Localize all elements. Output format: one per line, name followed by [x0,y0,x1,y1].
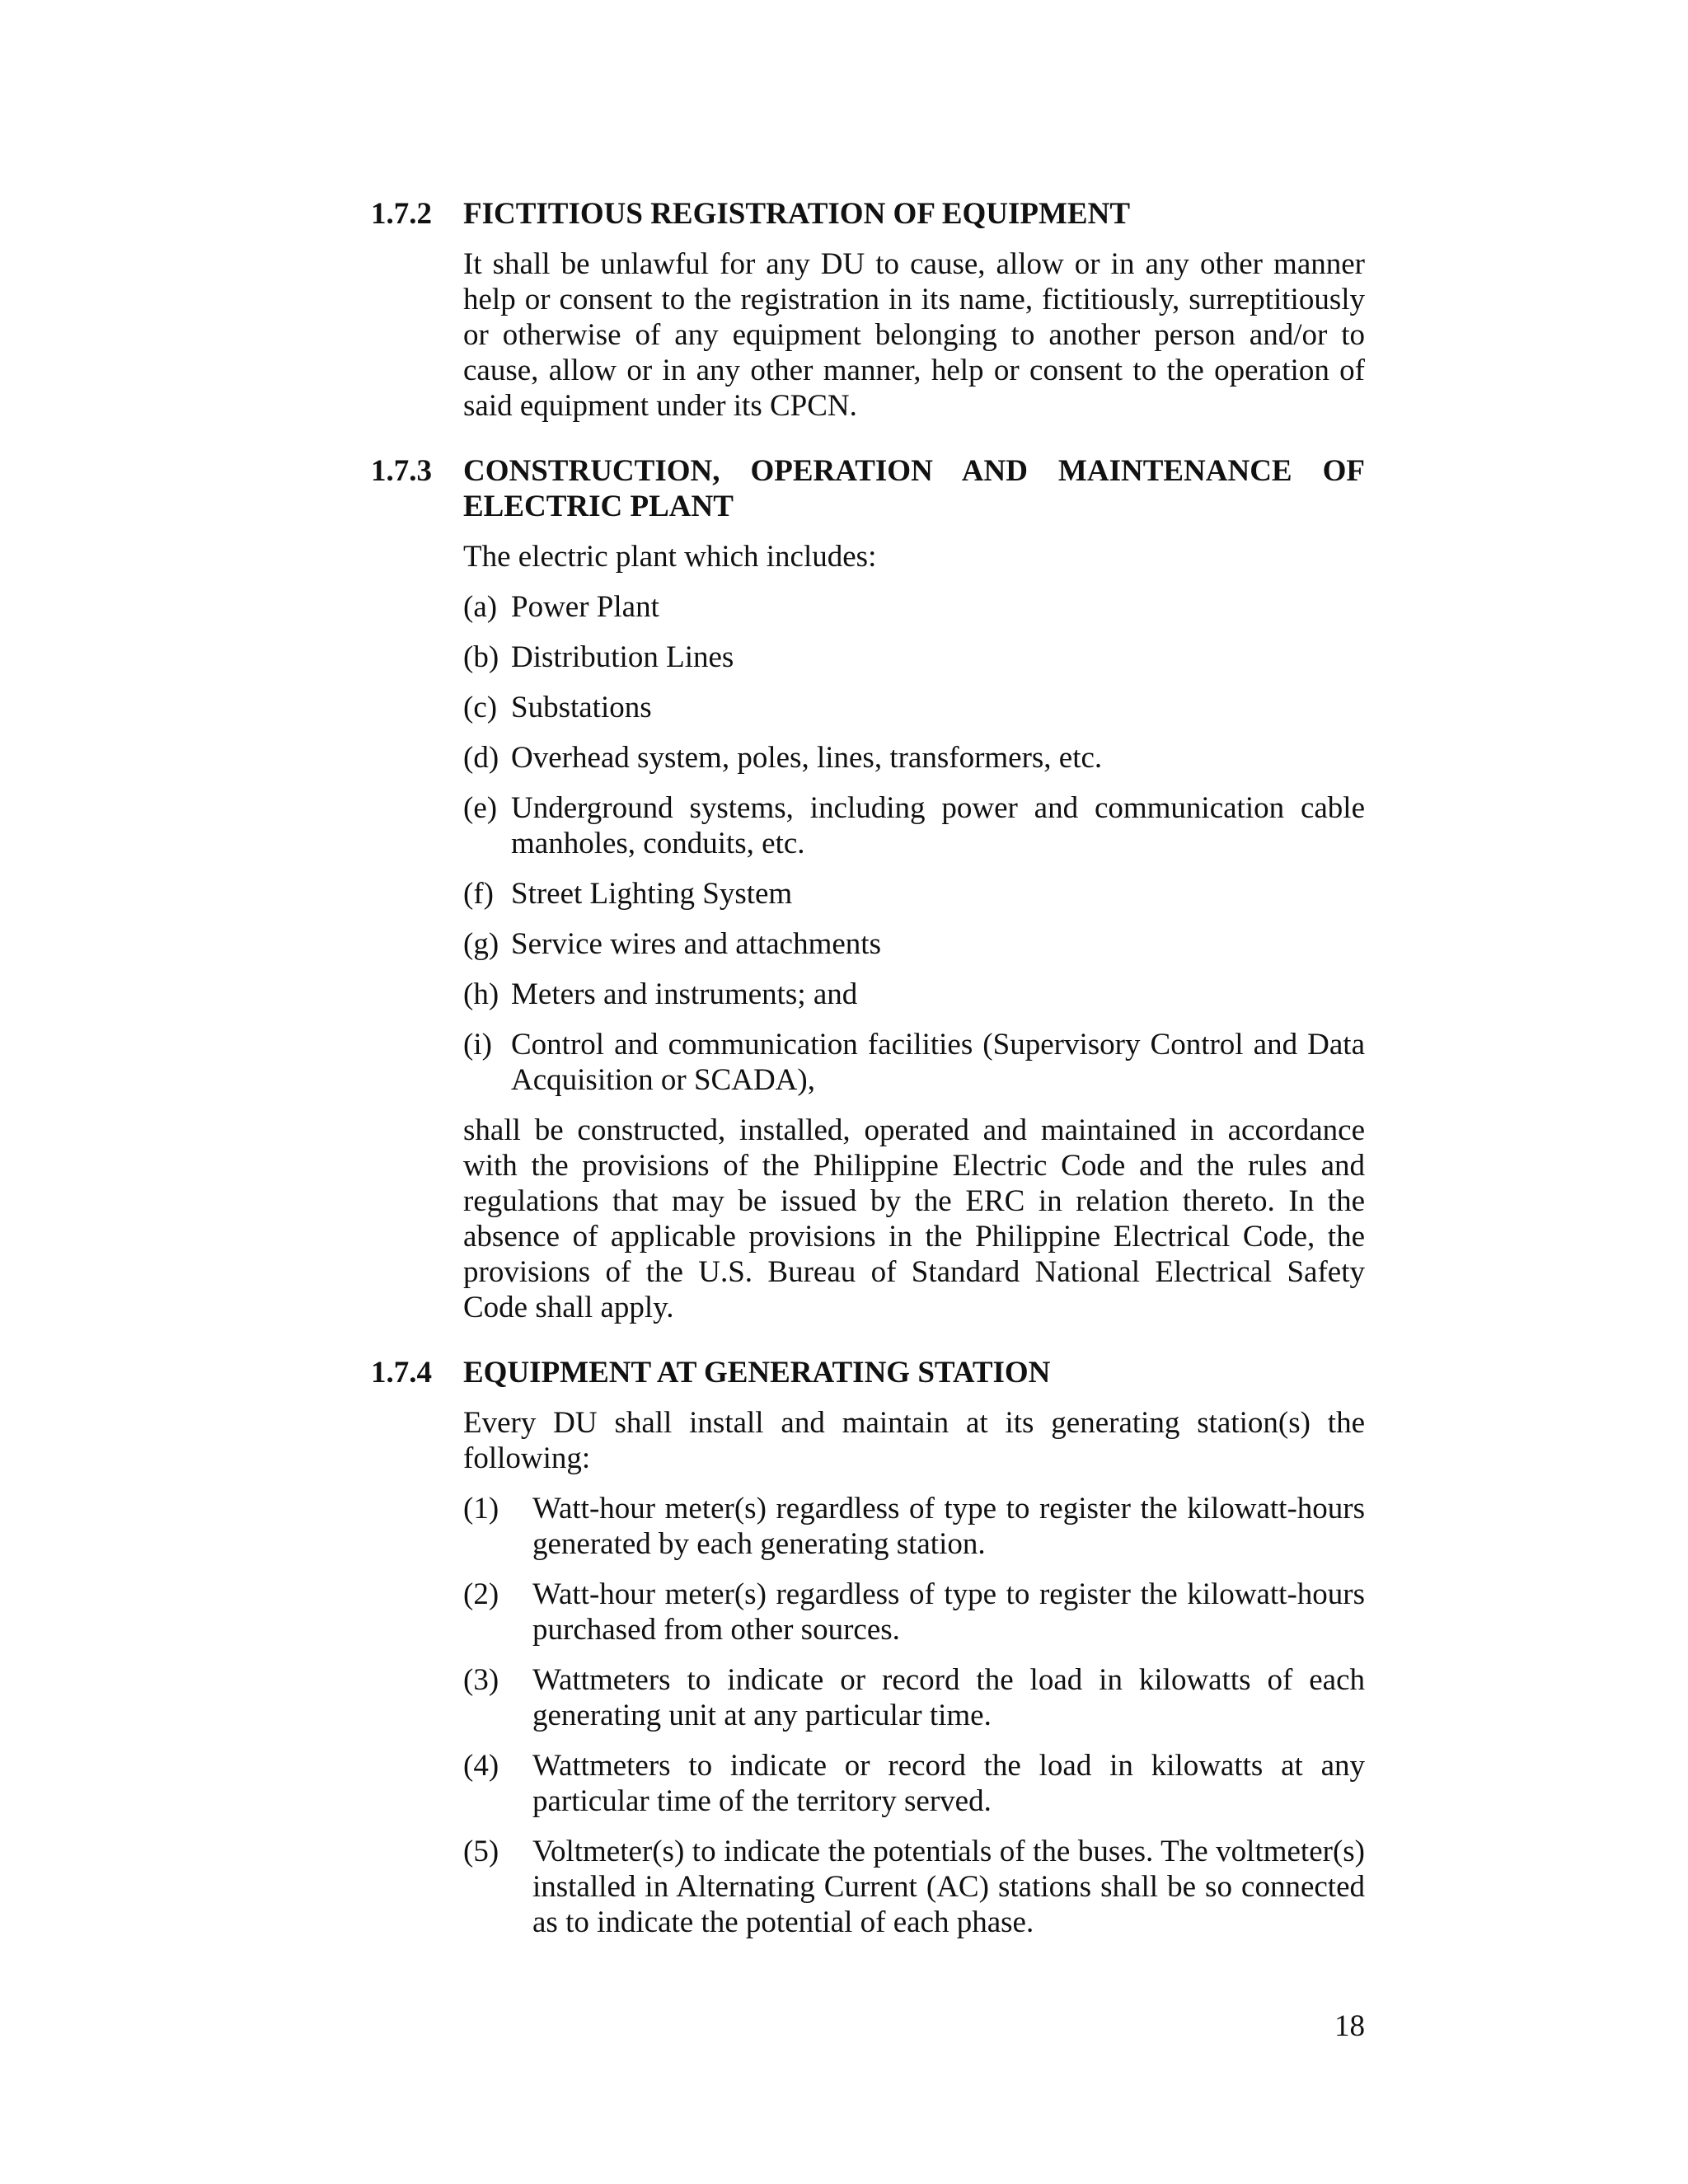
section-body [463,539,1365,1325]
list-item [463,589,1365,625]
list-item [463,1662,1365,1733]
list-item [463,1748,1365,1819]
section-number: 1.7.3 [371,454,432,488]
list-item-text: Service wires and attachments [511,927,881,961]
section-number: 1.7.2 [371,197,432,231]
section-body [463,246,1365,424]
section-heading [371,453,1365,524]
list-item-text: Power Plant [511,590,659,624]
list-item-label: (2) [463,1577,499,1611]
section-heading [371,196,1365,232]
list-item [463,1491,1365,1562]
list-item-label: (g) [463,927,499,961]
meter-list [463,1491,1365,1940]
list-item [463,740,1365,776]
list-item-label: (4) [463,1749,499,1783]
section-title: CONSTRUCTION, OPERATION AND MAINTENANCE OF ELECTRIC PLANT [463,454,1365,523]
list-item-label: (c) [463,691,498,724]
list-item [463,1834,1365,1940]
section-1-7-3 [371,453,1365,1325]
list-item [463,790,1365,861]
list-item-label: (3) [463,1663,499,1697]
section-intro: Every DU shall install and maintain at its generating station(s) the following: [463,1406,1365,1475]
list-item-text: Watt-hour meter(s) regardless of type to register the kilowatt-hours purchased from other sources. [532,1577,1365,1647]
page-content [371,196,1365,1970]
section-1-7-4 [371,1355,1365,1940]
list-item-text: Watt-hour meter(s) regardless of type to register the kilowatt-hours generated by each generating station. [532,1492,1365,1561]
list-item-label: (e) [463,791,498,825]
section-heading [371,1355,1365,1390]
equipment-list [463,589,1365,1098]
list-item [463,977,1365,1012]
list-item-text: Underground systems, including power and communication cable manholes, conduits, etc. [511,791,1365,860]
list-item-text: Overhead system, poles, lines, transformers, etc. [511,741,1103,775]
list-item-text: Control and communication facilities (Supervisory Control and Data Acquisition or SCADA), [511,1028,1365,1097]
list-item [463,876,1365,912]
list-item-label: (d) [463,741,499,775]
list-item-label: (5) [463,1835,499,1868]
section-title: FICTITIOUS REGISTRATION OF EQUIPMENT [463,197,1130,231]
list-item-label: (b) [463,640,499,674]
list-item-label: (f) [463,877,494,911]
section-number: 1.7.4 [371,1356,432,1390]
list-item-text: Wattmeters to indicate or record the load in kilowatts of each generating unit at any particular time. [532,1663,1365,1732]
list-item-text: Street Lighting System [511,877,793,911]
list-item [463,1577,1365,1647]
list-item [463,640,1365,675]
list-item-label: (a) [463,590,498,624]
section-1-7-2 [371,196,1365,424]
list-item-text: Voltmeter(s) to indicate the potentials of the buses. The voltmeter(s) installed in Alternating Current (AC) stations shall be so connected as to indicate the potential of each phase. [532,1835,1365,1939]
list-item-text: Meters and instruments; and [511,977,858,1011]
list-item-label: (1) [463,1492,499,1526]
list-item [463,926,1365,962]
list-item-text: Substations [511,691,652,724]
list-item-label: (h) [463,977,499,1011]
list-item [463,690,1365,725]
list-item-label: (i) [463,1028,492,1062]
list-item-text: Distribution Lines [511,640,734,674]
list-item [463,1027,1365,1098]
section-closing: shall be constructed, installed, operated and maintained in accordance with the provisions of the Philippine Electric Code and the rules and regulations that may be issued by the ERC in relation thereto. In the absence of applicable provisions in the Philippine Electrical Code, the provisions of the U.S. Bureau of Standard National Electrical Safety Code shall apply. [463,1113,1365,1324]
section-body [463,1405,1365,1940]
section-paragraph: It shall be unlawful for any DU to cause, allow or in any other manner help or consent to the registration in its name, fictitiously, surreptitiously or otherwise of any equipment belonging to another person and/or to cause, allow or in any other manner, help or consent to the operation of said equipment under its CPCN. [463,247,1365,423]
section-title: EQUIPMENT AT GENERATING STATION [463,1356,1051,1390]
page-number: 18 [1334,2009,1365,2043]
list-item-text: Wattmeters to indicate or record the load in kilowatts at any particular time of the territory served. [532,1749,1365,1818]
section-intro: The electric plant which includes: [463,540,877,574]
